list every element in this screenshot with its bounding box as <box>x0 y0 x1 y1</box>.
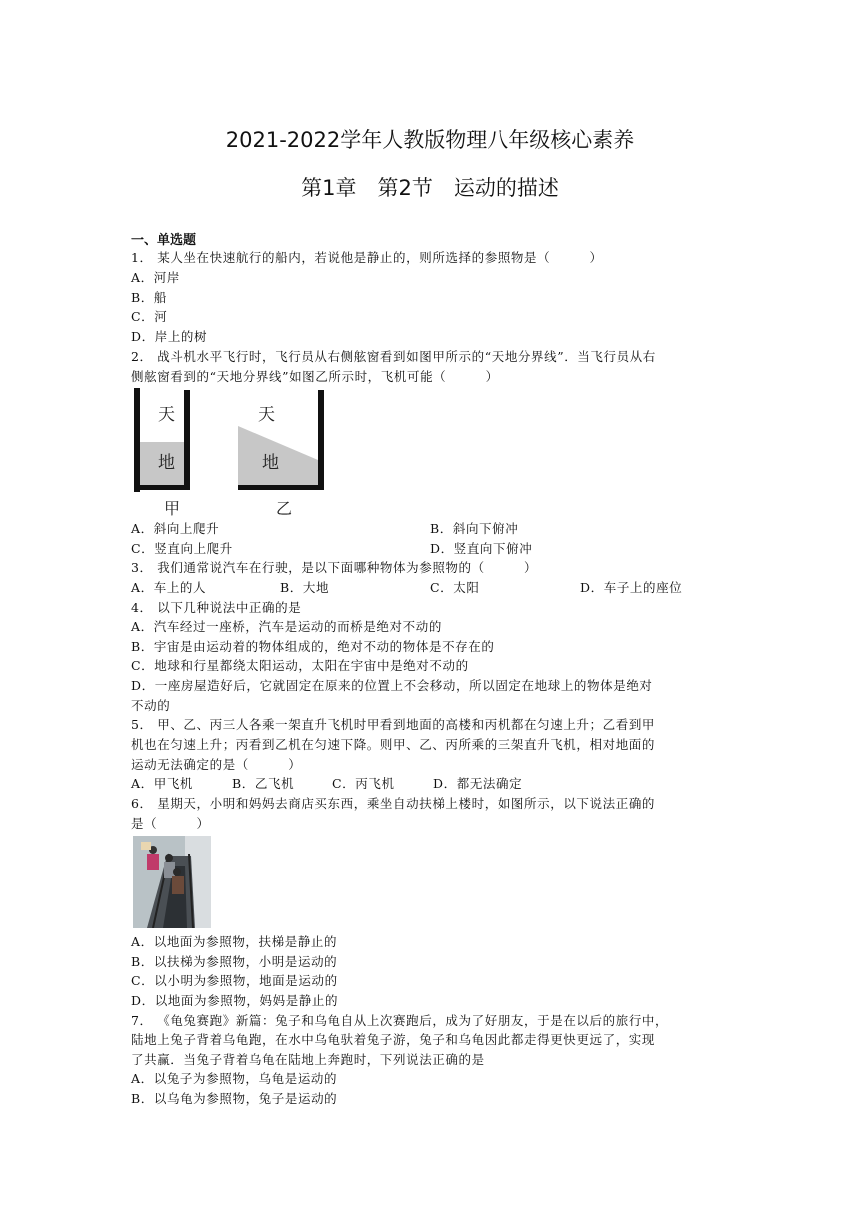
q7-stem-line3: 了共赢．当兔子背着乌龟在陆地上奔跑时，下列说法正确的是 <box>131 1052 485 1067</box>
q5-option-a: A．甲飞机 <box>131 776 194 791</box>
figure-caption-jia: 甲 <box>164 499 181 518</box>
q6-option-d: D．以地面为参照物，妈妈是静止的 <box>131 993 339 1008</box>
q1-option-d: D．岸上的树 <box>131 329 208 344</box>
q7-option-a: A．以兔子为参照物，乌龟是运动的 <box>131 1071 338 1086</box>
q5-stem-line3: 运动无法确定的是（ ） <box>131 757 302 772</box>
q3-option-a: A．车上的人 <box>131 580 207 595</box>
q6-option-b: B．以扶梯为参照物，小明是运动的 <box>131 954 338 969</box>
q3-option-d: D．车子上的座位 <box>580 580 683 595</box>
q2-stem-line1: 2． 战斗机水平飞行时，飞行员从右侧舷窗看到如图甲所示的“天地分界线”．当飞行员从右 <box>131 349 656 364</box>
q4-option-c: C．地球和行星都绕太阳运动，太阳在宇宙中是绝对不动的 <box>131 658 469 673</box>
q4-option-d: D．一座房屋造好后，它就固定在原来的位置上不会移动，所以固定在地球上的物体是绝对 <box>131 678 653 693</box>
q5-option-b: B．乙飞机 <box>232 776 295 791</box>
q1-option-b: B．船 <box>131 290 167 305</box>
q6-stem-line1: 6． 星期天，小明和妈妈去商店买东西，乘坐自动扶梯上楼时，如图所示，以下说法正确的 <box>131 796 656 811</box>
q5-stem-line2: 机也在匀速上升；丙看到乙机在匀速下降。则甲、乙、丙所乘的三架直升飞机，相对地面的 <box>131 737 656 752</box>
q3-stem: 3． 我们通常说汽车在行驶，是以下面哪种物体为参照物的（ ） <box>131 560 538 575</box>
q2-option-c: C．竖直向上爬升 <box>131 541 233 556</box>
q6-stem-line2: 是（ ） <box>131 816 210 831</box>
q4-option-a: A．汽车经过一座桥，汽车是运动的而桥是绝对不动的 <box>131 619 442 634</box>
sky-label: 天 <box>158 405 175 425</box>
figure-caption-yi: 乙 <box>276 499 293 518</box>
section-heading: 一、单选题 <box>131 233 197 248</box>
window-frame <box>184 390 190 490</box>
q1-option-c: C．河 <box>131 309 168 324</box>
q7-stem-line2: 陆地上兔子背着乌龟跑，在水中乌龟驮着兔子游，兔子和乌龟因此都走得更快更远了，实现 <box>131 1032 656 1047</box>
q6-option-c: C．以小明为参照物，地面是运动的 <box>131 973 338 988</box>
tilted-ground <box>238 390 324 490</box>
q5-option-d: D．都无法确定 <box>433 776 523 791</box>
escalator-photo <box>133 836 211 928</box>
q1-stem: 1． 某人坐在快速航行的船内，若说他是静止的，则所选择的参照物是（ ） <box>131 250 603 265</box>
q1-option-a: A．河岸 <box>131 270 180 285</box>
document-subtitle: 第1章 第2节 运动的描述 <box>301 176 559 200</box>
q2-option-a: A．斜向上爬升 <box>131 521 220 536</box>
sky-label: 天 <box>258 405 275 425</box>
q7-option-b: B．以乌龟为参照物，兔子是运动的 <box>131 1091 338 1106</box>
window-frame <box>318 390 324 490</box>
horizon-panel-jia <box>134 390 190 490</box>
q7-stem-line1: 7． 《龟兔赛跑》新篇：兔子和乌龟自从上次赛跑后，成为了好朋友，于是在以后的旅行中， <box>131 1013 669 1028</box>
q2-option-b: B．斜向下俯冲 <box>430 521 519 536</box>
horizon-figure <box>134 388 334 518</box>
q3-option-c: C．太阳 <box>430 580 480 595</box>
q5-option-c: C．丙飞机 <box>332 776 395 791</box>
ground-label: 地 <box>158 453 175 473</box>
horizon-panel-yi <box>238 390 324 490</box>
document-title: 2021-2022学年人教版物理八年级核心素养 <box>225 128 635 152</box>
window-frame-left <box>134 388 140 492</box>
q4-option-b: B．宇宙是由运动着的物体组成的，绝对不动的物体是不存在的 <box>131 639 495 654</box>
q3-option-b: B．大地 <box>280 580 330 595</box>
q6-option-a: A．以地面为参照物，扶梯是静止的 <box>131 934 338 949</box>
q4-option-d-cont: 不动的 <box>131 698 171 713</box>
ground-label: 地 <box>262 453 279 473</box>
q5-stem-line1: 5． 甲、乙、丙三人各乘一架直升飞机时甲看到地面的高楼和丙机都在匀速上升；乙看到甲 <box>131 717 656 732</box>
q4-stem: 4． 以下几种说法中正确的是 <box>131 600 302 615</box>
q2-option-d: D．竖直向下俯冲 <box>430 541 533 556</box>
q2-stem-line2: 侧舷窗看到的“天地分界线”如图乙所示时，飞机可能（ ） <box>131 369 499 384</box>
